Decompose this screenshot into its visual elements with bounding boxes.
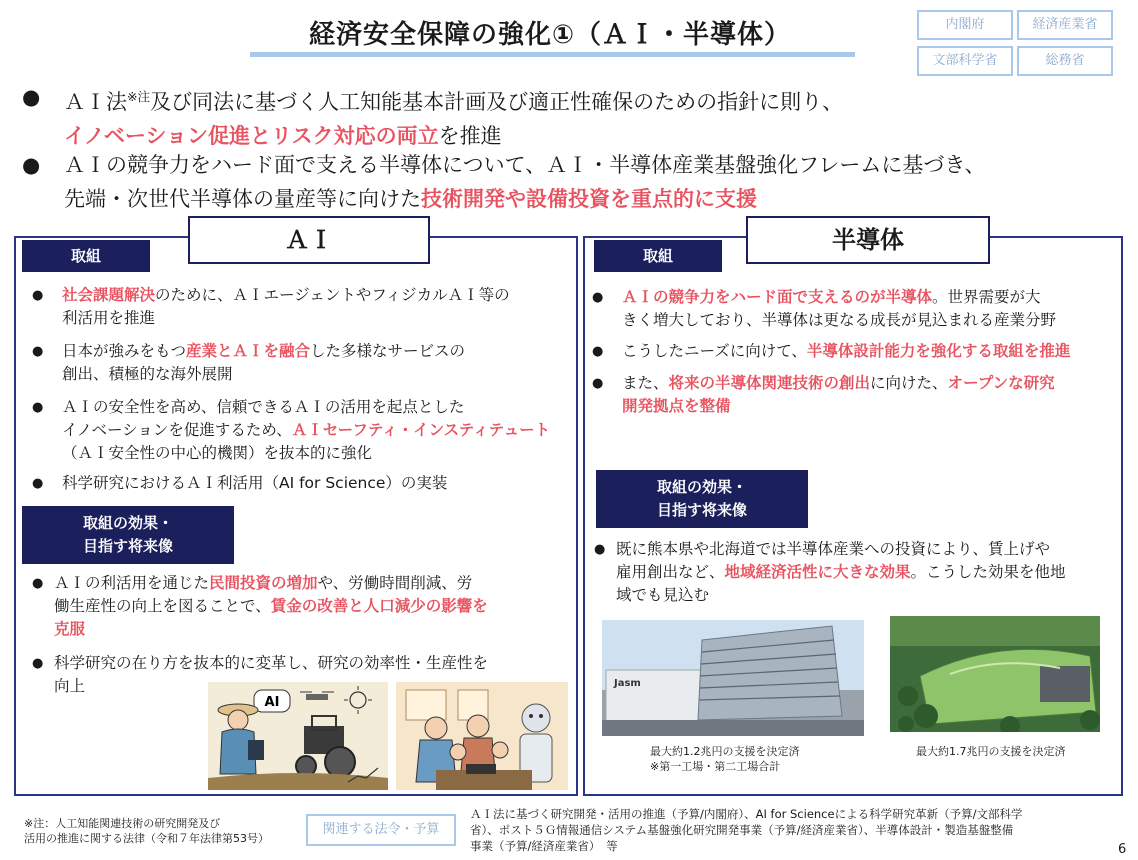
text-segment: 域でも見込む xyxy=(616,586,710,604)
bullet-dot-icon: ● xyxy=(32,476,44,491)
bullet-dot-icon: ● xyxy=(592,376,604,391)
highlighted-text: 克服 xyxy=(54,620,86,638)
text-line xyxy=(622,309,1056,332)
jasm-sign: Jasm xyxy=(614,678,641,689)
hokkaido-fab-rendering xyxy=(890,616,1100,732)
semiconductor-panel-title: 半導体 xyxy=(746,216,990,264)
highlighted-text: 半導体設計能力を強化する取組を推進 xyxy=(806,342,1071,360)
text-segment: 働生産性の向上を図ることで、 xyxy=(54,597,271,615)
text-segment: また、 xyxy=(622,374,669,392)
text-line xyxy=(54,618,488,641)
ai-initiatives-header: 取組 xyxy=(22,240,150,272)
bullet-dot-icon: ● xyxy=(592,344,604,359)
highlighted-text: 地域経済活性に大きな効果 xyxy=(724,563,911,581)
text-line xyxy=(616,538,1066,561)
semi-effects-header: 取組の効果・ 目指す将来像 xyxy=(596,470,808,528)
intro-bullet-ai-law xyxy=(22,80,1122,148)
highlighted-text: 技術開発や設備投資を重点的に支援 xyxy=(421,187,757,211)
text-segment: 日本が強みをもつ xyxy=(62,342,187,360)
text-line xyxy=(62,340,465,363)
highlighted-text: 民間投資の増加 xyxy=(209,574,318,592)
bullet-dot-icon: ● xyxy=(22,153,41,177)
text-line xyxy=(622,286,1056,309)
text-segment: した多様なサービスの xyxy=(310,342,466,360)
footnote-ai-law: ※注：人工知能関連技術の研究開発及び 活用の推進に関する法律（令和７年法律第53号） xyxy=(24,817,269,845)
text-segment: 及び同法に基づく人工知能基本計画及び適正性確保のための指針に則り、 xyxy=(150,90,844,114)
text-line xyxy=(54,652,488,675)
bullet-dot-icon: ● xyxy=(32,344,44,359)
superscript-note: ※注 xyxy=(127,89,151,104)
bullet-dot-icon: ● xyxy=(32,288,44,303)
ai-bubble-label: AI xyxy=(264,695,280,710)
text-line xyxy=(62,472,447,495)
title-underline xyxy=(250,52,855,57)
text-segment: 利活用を推進 xyxy=(62,309,156,327)
text-segment: ＡＩ法 xyxy=(64,90,127,114)
highlighted-text: 賃金の改善と人口減少の影響を xyxy=(270,597,488,615)
text-segment: に向けた、 xyxy=(870,374,948,392)
bullet-small-dot-icon: ● xyxy=(32,576,44,591)
bullet-dot-icon: ● xyxy=(32,400,44,415)
kumamoto-fab-photo xyxy=(602,620,864,736)
highlighted-text: 社会課題解決 xyxy=(62,286,156,304)
text-line xyxy=(62,284,510,307)
highlighted-text: ＡＩの競争力をハード面で支えるのが半導体 xyxy=(622,288,933,306)
text-line xyxy=(62,419,550,442)
text-line xyxy=(622,340,1070,363)
related-laws-budget-button[interactable]: 関連する法令・予算 xyxy=(306,814,456,846)
page-title: 経済安全保障の強化①（ＡＩ・半導体） xyxy=(308,20,791,50)
text-line xyxy=(62,307,510,330)
intro-bullet-semiconductor xyxy=(22,148,1122,216)
text-segment: こうしたニーズに向けて、 xyxy=(622,342,807,360)
fab2-caption: 最大約1.7兆円の支援を決定済 xyxy=(916,745,1066,758)
text-line xyxy=(616,561,1066,584)
related-laws-text: ＡＩ法に基づく研究開発・活用の推進（予算/内閣府）、AI for Scienceによる科学研究革新（予算/文部科学 省）、ポスト５Ｇ情報通信システム基盤強化研究開発事業（予算/経済産業省）、半導体設計・製造基盤整備 事業（予算/経済産業省） 等 xyxy=(470,807,1023,853)
text-segment: 向上 xyxy=(54,677,86,695)
family-with-robot-illustration xyxy=(396,682,568,790)
page-number: 6 xyxy=(1118,842,1127,857)
highlighted-text: 産業とＡＩを融合 xyxy=(186,342,311,360)
highlighted-text: ＡＩセーフティ・インスティテュート xyxy=(291,421,551,439)
ministry-tag-cabinet-office: 内閣府 xyxy=(917,10,1013,40)
smart-agriculture-illustration xyxy=(208,682,388,790)
text-segment: ＡＩの安全性を高め、信頼できるＡＩの活用を起点とした xyxy=(62,398,465,416)
text-line xyxy=(622,372,1055,395)
ministry-tag-mext: 文部科学省 xyxy=(917,46,1013,76)
highlighted-text: オープンな研究 xyxy=(947,374,1055,392)
text-segment: ＡＩの利活用を通じた xyxy=(54,574,210,592)
text-segment: 。こうした効果を他地 xyxy=(910,563,1066,581)
text-segment: 科学研究におけるＡＩ利活用（AI for Science）の実装 xyxy=(62,474,448,492)
text-line xyxy=(622,395,1055,418)
ministry-tag-mic: 総務省 xyxy=(1017,46,1113,76)
text-segment: 既に熊本県や北海道では半導体産業への投資により、賃上げや xyxy=(616,540,1051,558)
text-line xyxy=(64,182,985,216)
highlighted-text: 開発拠点を整備 xyxy=(622,397,731,415)
fab1-caption: 最大約1.2兆円の支援を決定済 ※第一工場・第二工場合計 xyxy=(650,745,800,773)
bullet-dot-icon: ● xyxy=(22,85,41,109)
text-segment: や、労働時間削減、労 xyxy=(317,574,473,592)
text-segment: を推進 xyxy=(438,124,502,148)
text-line xyxy=(54,572,488,595)
text-segment: ＡＩの競争力をハード面で支える半導体について、ＡＩ・半導体産業基盤強化フレームに基づき、 xyxy=(64,153,986,177)
text-segment: イノベーションを促進するため、 xyxy=(62,421,292,439)
text-line xyxy=(54,595,488,618)
text-line xyxy=(64,80,843,119)
bullet-small-dot-icon: ● xyxy=(32,656,44,671)
text-line xyxy=(64,148,985,182)
ministry-tag-meti: 経済産業省 xyxy=(1017,10,1113,40)
text-segment: （ＡＩ安全性の中心的機関）を抜本的に強化 xyxy=(62,444,373,462)
text-line xyxy=(616,584,1066,607)
text-segment: 雇用創出など、 xyxy=(616,563,725,581)
text-segment: 。世界需要が大 xyxy=(932,288,1041,306)
text-segment: きく増大しており、半導体は更なる成長が見込まれる産業分野 xyxy=(622,311,1057,329)
highlighted-text: イノベーション促進とリスク対応の両立 xyxy=(64,124,439,148)
text-line xyxy=(62,442,550,465)
text-segment: 創出、積極的な海外展開 xyxy=(62,365,233,383)
bullet-small-dot-icon: ● xyxy=(594,542,606,557)
highlighted-text: 将来の半導体関連技術の創出 xyxy=(668,374,871,392)
text-line xyxy=(62,396,550,419)
text-segment: 先端・次世代半導体の量産等に向けた xyxy=(64,187,421,211)
ai-effects-header: 取組の効果・ 目指す将来像 xyxy=(22,506,234,564)
text-line xyxy=(62,363,465,386)
bullet-dot-icon: ● xyxy=(592,290,604,305)
text-segment: のために、ＡＩエージェントやフィジカルＡＩ等の xyxy=(155,286,510,304)
semi-initiatives-header: 取組 xyxy=(594,240,722,272)
ai-panel-title: ＡＩ xyxy=(188,216,430,264)
text-segment: 科学研究の在り方を抜本的に変革し、研究の効率性・生産性を xyxy=(54,654,489,672)
